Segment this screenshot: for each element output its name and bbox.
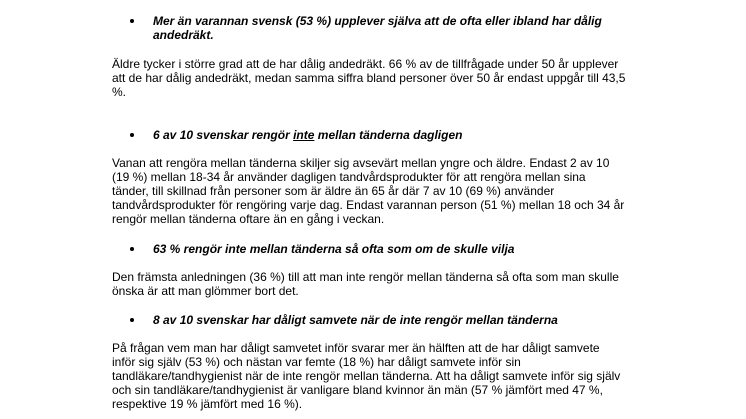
paragraph-line: inför sig själv (53 %) och nästan var femte (18 %) har dåligt samvete inför sin xyxy=(112,355,521,369)
bullet-line: andedräkt. xyxy=(153,28,214,42)
paragraph-line: respektive 19 % jämfört med 16 %). xyxy=(112,397,303,411)
bullet-text-pre: 6 av 10 svenskar rengör xyxy=(153,128,294,142)
paragraph-line: och sin tandläkare/tandhygienist är vanligare bland kvinnor än män (57 % jämfört med 47 %, xyxy=(112,383,603,397)
paragraph-conscience-details xyxy=(112,341,672,411)
paragraph-cleaning-habits xyxy=(112,156,672,226)
paragraph-line: tandläkare/tandhygienist när de inte rengör mellan tänderna. Att ha dåligt samvete inför sig själv xyxy=(112,369,621,383)
bullet-text xyxy=(153,14,693,42)
paragraph-line: tandvårdsprodukter för rengöring varje dag. Endast varannan person (51 %) mellan 18 och 34 år xyxy=(112,198,625,212)
bullet-text xyxy=(153,128,693,142)
paragraph-line: önska är att man glömmer bort det. xyxy=(112,284,299,298)
bullet-line: Mer än varannan svensk (53 %) upplever själva att de ofta eller ibland har dålig xyxy=(153,14,602,28)
paragraph-line: Äldre tycker i större grad att de har dålig andedräkt. 66 % av de tillfrågade under 50 år upplever xyxy=(112,57,619,71)
paragraph-line: Den främsta anledningen (36 %) till att man inte rengör mellan tänderna så ofta som man skulle xyxy=(112,270,619,284)
paragraph-line: På frågan vem man har dåligt samvetet inför svarar mer än hälften att de har dåligt samvete xyxy=(112,341,600,355)
bullet-dot-icon xyxy=(130,247,134,251)
bullet-text xyxy=(153,313,693,327)
bullet-line xyxy=(153,128,693,142)
bullet-dot-icon xyxy=(130,133,134,137)
paragraph-line: (19 %) mellan 18-34 år använder dagligen tandvårdsprodukter för att rengöra mellan sina xyxy=(112,170,586,184)
bullet-dot-icon xyxy=(130,19,134,23)
bullet-text xyxy=(153,242,693,256)
bullet-text-underlined: inte xyxy=(293,128,315,142)
paragraph-line: tänder, till skillnad från personer som är äldre än 65 år där 7 av 10 (69 %) använder xyxy=(112,184,555,198)
paragraph-main-reason xyxy=(112,270,672,298)
paragraph-line: %. xyxy=(112,85,127,99)
paragraph-line: rengör mellan tänderna oftare än en gång i veckan. xyxy=(112,212,385,226)
paragraph-line: att de har dålig andedräkt, medan samma siffra bland personer över 50 år endast uppgår till 43,5 xyxy=(112,71,626,85)
bullet-line: 8 av 10 svenskar har dåligt samvete när de inte rengör mellan tänderna xyxy=(153,313,558,327)
bullet-line: 63 % rengör inte mellan tänderna så ofta som om de skulle vilja xyxy=(153,242,515,256)
bullet-dot-icon xyxy=(130,318,134,322)
paragraph-line: Vanan att rengöra mellan tänderna skiljer sig avsevärt mellan yngre och äldre. Endast 2 av 10 xyxy=(112,156,610,170)
paragraph-age-bad-breath xyxy=(112,57,672,99)
bullet-text-post: mellan tänderna dagligen xyxy=(314,128,463,142)
